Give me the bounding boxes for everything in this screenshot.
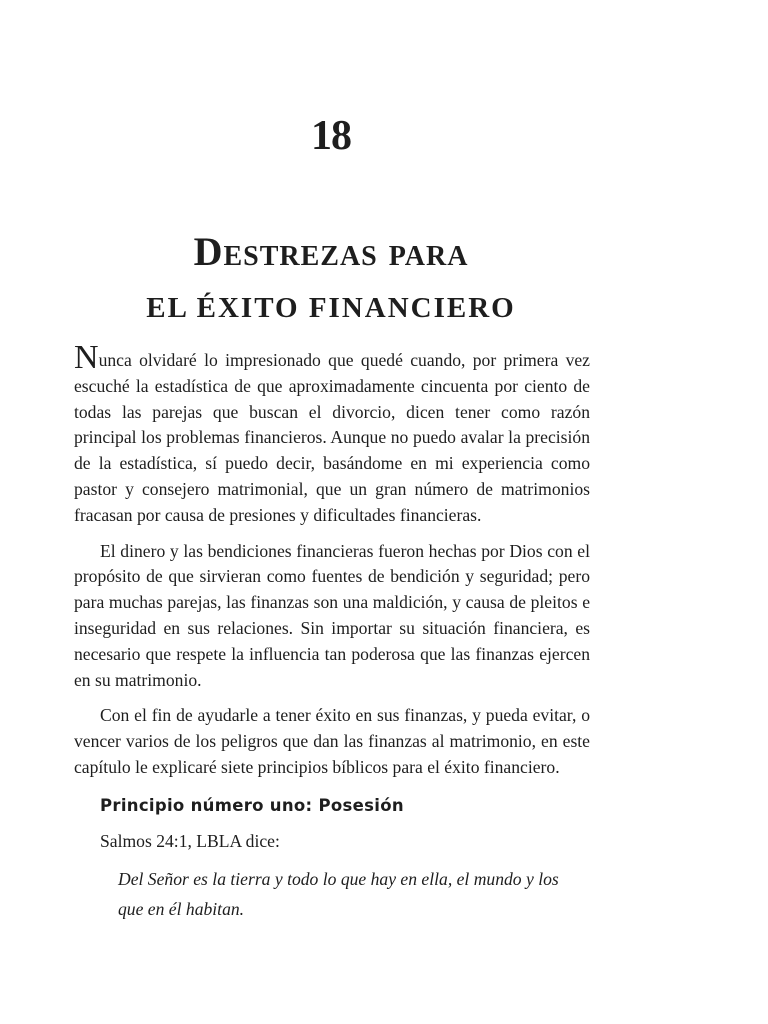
scripture-quote: Del Señor es la tierra y todo lo que hay en ella, el mundo y los que en él habitan. [118,869,559,920]
chapter-body [74,339,590,924]
paragraph-1-text: unca olvidaré lo impresionado que quedé cuando, por primera vez escuché la estadística de que aproximadamente cincuenta por ciento de todas las parejas que buscan el divorcio, dicen tener como razón principal los problemas financieros. Aunque no puedo avalar la precisión de la estadística, sí puedo decir, basándome en mi experiencia como pastor y consejero matrimonial, que un gran número de matrimonios fracasan por causa de presiones y dificultades financieras. [74,350,590,525]
scripture-citation: Salmos 24:1, LBLA dice: [100,830,280,851]
drop-cap: N [74,339,99,376]
paragraph-3: Con el fin de ayudarle a tener éxito en sus finanzas, y pueda evitar, o vencer varios de los peligros que dan las finanzas al matrimonio, en este capítulo le explicaré siete principios bíblicos para el éxito financiero. [74,705,590,777]
paragraph-2: El dinero y las bendiciones financieras fueron hechas por Dios con el propósito de que sirvieran como fuentes de bendición y seguridad; pero para muchas parejas, las finanzas son una maldición, y causa de pleitos e inseguridad en sus relaciones. Sin importar su situación financiera, es necesario que respete la influencia tan poderosa que las finanzas ejercen en su matrimonio. [74,540,590,690]
section-subheading: Principio número uno: Posesión [100,795,404,815]
paragraph-1 [74,339,590,529]
chapter-title-line-2: EL ÉXITO FINANCIERO [146,292,516,324]
chapter-number: 18 [311,113,351,159]
chapter-title-line-1: Destrezas para [193,229,469,274]
